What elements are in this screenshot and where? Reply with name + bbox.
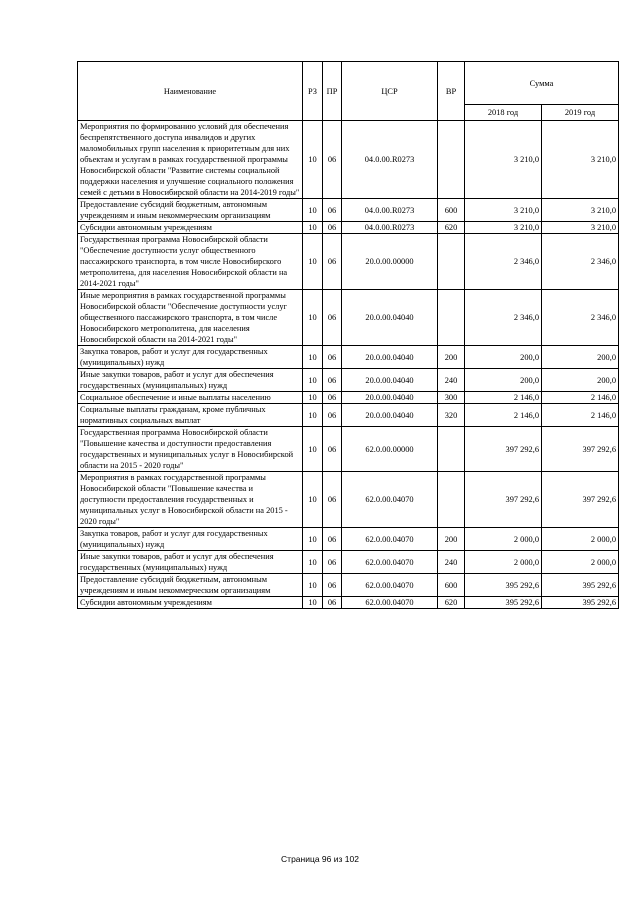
row-csr: 62.0.00.04070 <box>342 597 438 609</box>
row-name: Иные мероприятия в рамках государственной программы Новосибирской области "Обеспечение доступности услуг общественного пассажирского транспорта, в том числе Новосибирского метрополитена, для населения Новосибирской области на 2014-2021 годы" <box>78 290 303 346</box>
row-pr: 06 <box>323 551 342 574</box>
header-name: Наименование <box>78 62 303 121</box>
row-pr: 06 <box>323 290 342 346</box>
row-csr: 20.0.00.04040 <box>342 404 438 427</box>
row-sum-2019: 397 292,6 <box>542 427 619 472</box>
row-sum-2018: 2 000,0 <box>465 551 542 574</box>
row-rz: 10 <box>303 199 323 222</box>
row-vr <box>438 427 465 472</box>
row-sum-2019: 2 346,0 <box>542 234 619 290</box>
row-pr: 06 <box>323 597 342 609</box>
row-csr: 20.0.00.00000 <box>342 234 438 290</box>
row-sum-2018: 3 210,0 <box>465 121 542 199</box>
row-rz: 10 <box>303 234 323 290</box>
row-sum-2019: 395 292,6 <box>542 597 619 609</box>
row-sum-2019: 3 210,0 <box>542 121 619 199</box>
row-name: Закупка товаров, работ и услуг для государственных (муниципальных) нужд <box>78 346 303 369</box>
row-name: Социальные выплаты гражданам, кроме публичных нормативных социальных выплат <box>78 404 303 427</box>
row-pr: 06 <box>323 472 342 528</box>
row-sum-2019: 3 210,0 <box>542 222 619 234</box>
row-rz: 10 <box>303 290 323 346</box>
row-csr: 20.0.00.04040 <box>342 290 438 346</box>
row-pr: 06 <box>323 392 342 404</box>
row-rz: 10 <box>303 597 323 609</box>
row-csr: 20.0.00.04040 <box>342 369 438 392</box>
row-csr: 62.0.00.04070 <box>342 574 438 597</box>
row-vr <box>438 121 465 199</box>
table-row <box>78 290 619 346</box>
table-row <box>78 404 619 427</box>
row-sum-2018: 397 292,6 <box>465 427 542 472</box>
row-pr: 06 <box>323 222 342 234</box>
row-sum-2018: 200,0 <box>465 346 542 369</box>
row-sum-2018: 2 146,0 <box>465 392 542 404</box>
row-csr: 62.0.00.04070 <box>342 472 438 528</box>
row-pr: 06 <box>323 346 342 369</box>
table-row <box>78 551 619 574</box>
row-vr <box>438 472 465 528</box>
table-row <box>78 472 619 528</box>
row-csr: 62.0.00.04070 <box>342 528 438 551</box>
row-vr <box>438 290 465 346</box>
row-vr: 320 <box>438 404 465 427</box>
row-rz: 10 <box>303 222 323 234</box>
row-sum-2018: 3 210,0 <box>465 199 542 222</box>
table-row <box>78 234 619 290</box>
header-vr: ВР <box>438 62 465 121</box>
row-sum-2018: 2 000,0 <box>465 528 542 551</box>
row-name: Государственная программа Новосибирской области "Обеспечение доступности услуг общественного пассажирского транспорта, в том числе Новосибирского метрополитена, для населения Новосибирской области на 2014-2021 годы" <box>78 234 303 290</box>
row-name: Закупка товаров, работ и услуг для государственных (муниципальных) нужд <box>78 528 303 551</box>
row-vr: 240 <box>438 551 465 574</box>
row-vr: 300 <box>438 392 465 404</box>
row-sum-2019: 2 146,0 <box>542 392 619 404</box>
table-row <box>78 121 619 199</box>
row-pr: 06 <box>323 369 342 392</box>
table-row <box>78 392 619 404</box>
row-csr: 62.0.00.04070 <box>342 551 438 574</box>
row-name: Иные закупки товаров, работ и услуг для обеспечения государственных (муниципальных) нужд <box>78 551 303 574</box>
row-sum-2018: 395 292,6 <box>465 597 542 609</box>
row-sum-2018: 3 210,0 <box>465 222 542 234</box>
row-rz: 10 <box>303 392 323 404</box>
row-rz: 10 <box>303 121 323 199</box>
row-sum-2018: 395 292,6 <box>465 574 542 597</box>
row-pr: 06 <box>323 528 342 551</box>
row-csr: 04.0.00.R0273 <box>342 121 438 199</box>
row-pr: 06 <box>323 404 342 427</box>
header-sum: Сумма <box>465 62 619 105</box>
row-rz: 10 <box>303 404 323 427</box>
row-sum-2019: 397 292,6 <box>542 472 619 528</box>
table-header <box>78 62 619 121</box>
budget-table <box>77 61 619 609</box>
row-sum-2018: 2 146,0 <box>465 404 542 427</box>
table-row <box>78 199 619 222</box>
row-sum-2019: 2 346,0 <box>542 290 619 346</box>
row-rz: 10 <box>303 427 323 472</box>
row-sum-2019: 2 146,0 <box>542 404 619 427</box>
row-sum-2018: 397 292,6 <box>465 472 542 528</box>
header-year-2018: 2018 год <box>465 105 542 121</box>
row-name: Предоставление субсидий бюджетным, автономным учреждениям и иным некоммерческим организациям <box>78 199 303 222</box>
row-csr: 04.0.00.R0273 <box>342 222 438 234</box>
table-row <box>78 222 619 234</box>
row-sum-2019: 200,0 <box>542 346 619 369</box>
row-vr: 200 <box>438 528 465 551</box>
row-csr: 20.0.00.04040 <box>342 346 438 369</box>
table-row <box>78 528 619 551</box>
row-pr: 06 <box>323 199 342 222</box>
row-pr: 06 <box>323 234 342 290</box>
row-sum-2019: 3 210,0 <box>542 199 619 222</box>
row-name: Мероприятия по формированию условий для обеспечения беспрепятственного доступа инвалидов и других маломобильных групп населения к приоритетным для них объектам и услугам в рамках государственной программы Новосибирской области "Развитие системы социальной поддержки населения и улучшение социального положения семей с детьми в Новосибирской области на 2014-2019 годы" <box>78 121 303 199</box>
row-name: Субсидии автономным учреждениям <box>78 222 303 234</box>
row-vr: 620 <box>438 222 465 234</box>
row-sum-2019: 200,0 <box>542 369 619 392</box>
table-row <box>78 369 619 392</box>
row-vr: 620 <box>438 597 465 609</box>
header-pr: ПР <box>323 62 342 121</box>
row-csr: 04.0.00.R0273 <box>342 199 438 222</box>
header-csr: ЦСР <box>342 62 438 121</box>
row-rz: 10 <box>303 369 323 392</box>
row-vr: 200 <box>438 346 465 369</box>
row-sum-2018: 200,0 <box>465 369 542 392</box>
table-body <box>78 121 619 609</box>
row-pr: 06 <box>323 427 342 472</box>
row-sum-2019: 395 292,6 <box>542 574 619 597</box>
table-row <box>78 346 619 369</box>
page-footer: Страница 96 из 102 <box>281 854 359 864</box>
row-vr: 240 <box>438 369 465 392</box>
row-vr <box>438 234 465 290</box>
row-sum-2019: 2 000,0 <box>542 528 619 551</box>
row-name: Социальное обеспечение и иные выплаты населению <box>78 392 303 404</box>
row-rz: 10 <box>303 551 323 574</box>
row-vr: 600 <box>438 199 465 222</box>
row-pr: 06 <box>323 574 342 597</box>
row-name: Субсидии автономным учреждениям <box>78 597 303 609</box>
row-sum-2018: 2 346,0 <box>465 290 542 346</box>
row-name: Государственная программа Новосибирской области "Повышение качества и доступности предоставления государственных и муниципальных услуг в Новосибирской области на 2015 - 2020 годы" <box>78 427 303 472</box>
row-rz: 10 <box>303 472 323 528</box>
table-row <box>78 597 619 609</box>
row-sum-2019: 2 000,0 <box>542 551 619 574</box>
row-rz: 10 <box>303 528 323 551</box>
row-name: Предоставление субсидий бюджетным, автономным учреждениям и иным некоммерческим организациям <box>78 574 303 597</box>
row-name: Иные закупки товаров, работ и услуг для обеспечения государственных (муниципальных) нужд <box>78 369 303 392</box>
table-row <box>78 427 619 472</box>
header-year-2019: 2019 год <box>542 105 619 121</box>
row-sum-2018: 2 346,0 <box>465 234 542 290</box>
row-rz: 10 <box>303 574 323 597</box>
row-rz: 10 <box>303 346 323 369</box>
row-csr: 62.0.00.00000 <box>342 427 438 472</box>
row-pr: 06 <box>323 121 342 199</box>
row-vr: 600 <box>438 574 465 597</box>
row-name: Мероприятия в рамках государственной программы Новосибирской области "Повышение качества и доступности предоставления государственных и муниципальных услуг в Новосибирской области на 2015 - 2020 годы" <box>78 472 303 528</box>
row-csr: 20.0.00.04040 <box>342 392 438 404</box>
header-rz: РЗ <box>303 62 323 121</box>
table-row <box>78 574 619 597</box>
